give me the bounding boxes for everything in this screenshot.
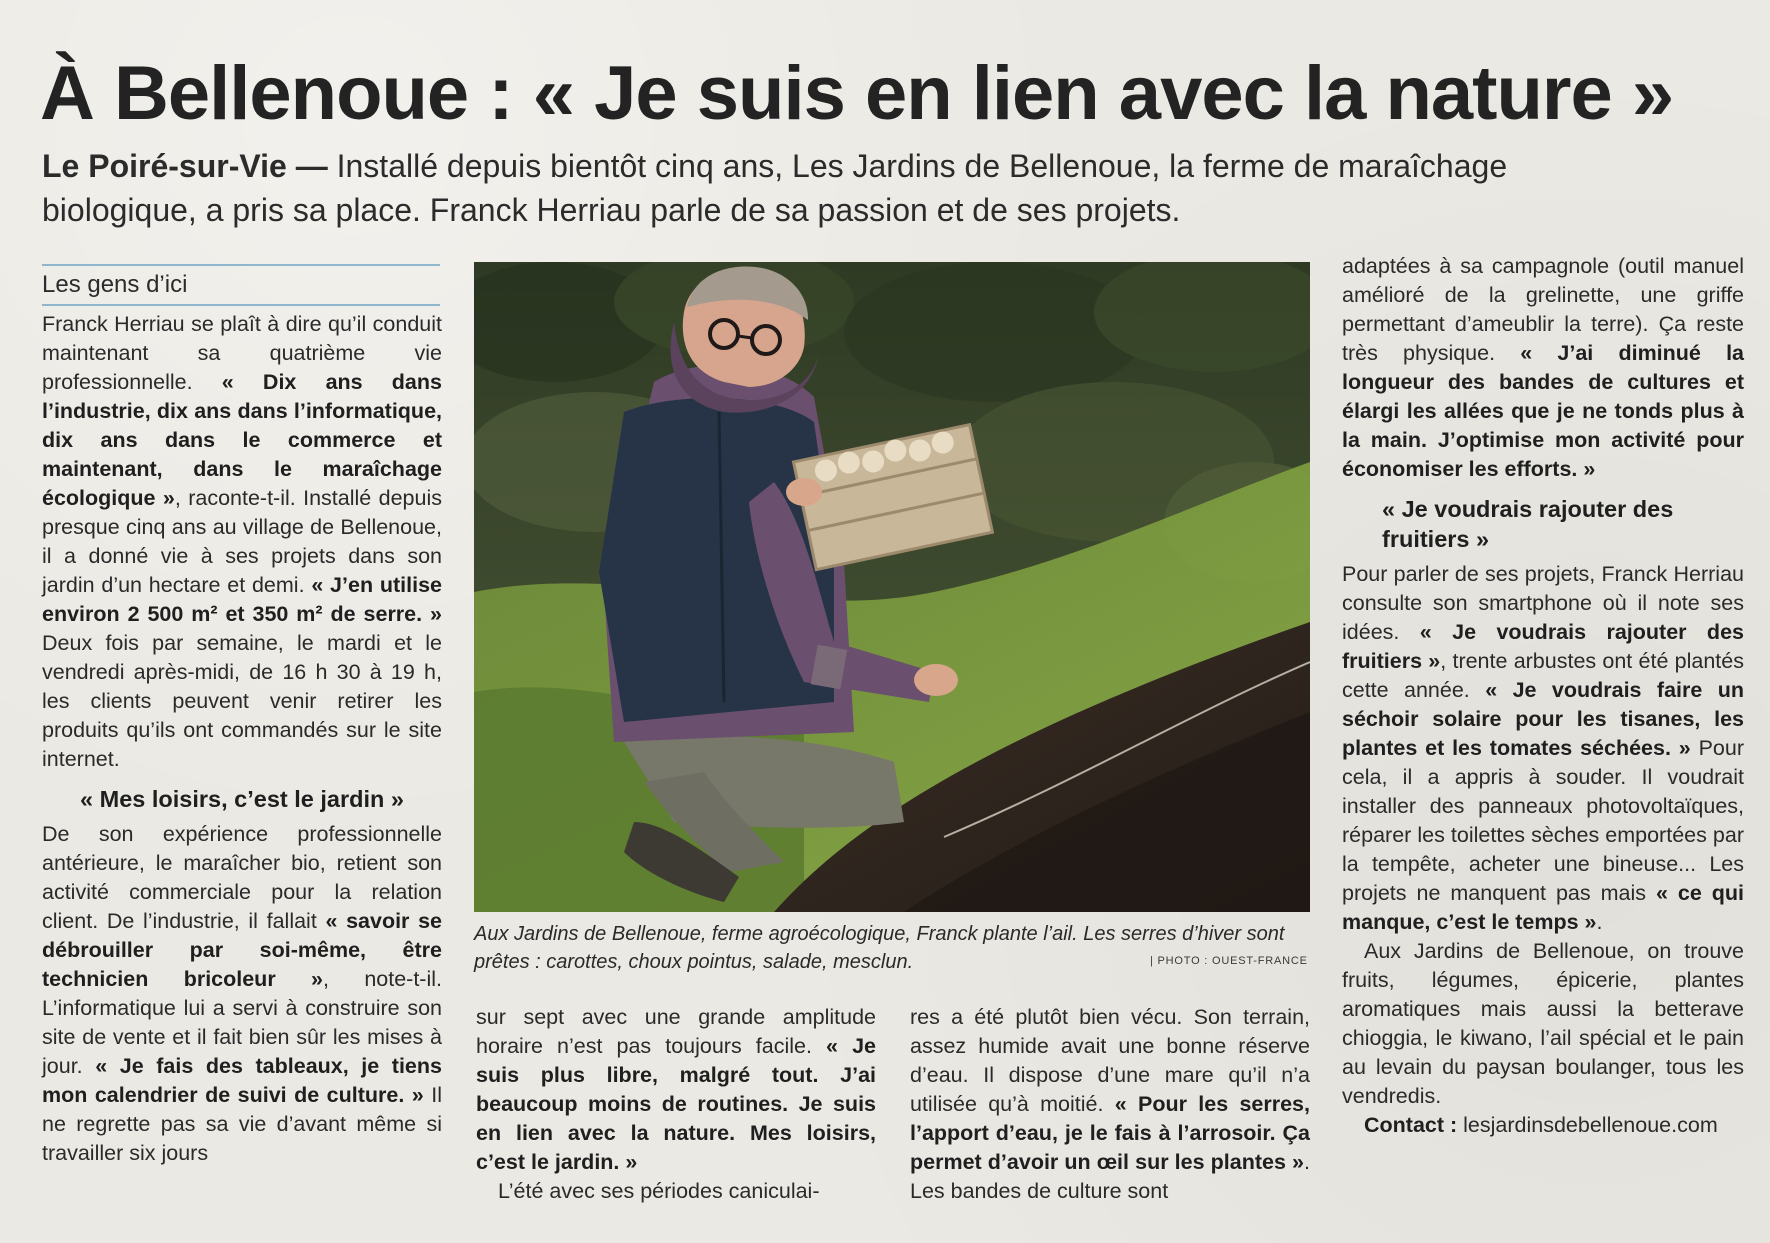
quote-run: « J’ai diminué la longueur des bandes de cultures et élargi les allées que je ne tonds plus à la main. J’optimise mon activité pour économiser les efforts. »	[1342, 341, 1745, 481]
text-run: , trente arbustes ont été plantés cette année.	[1342, 649, 1744, 702]
text-run: Deux fois par semaine, le mardi et le vendredi après-midi, de 16 h 30 à 19 h, les clients peuvent venir retirer les produits qu’ils ont commandés sur le site internet.	[42, 631, 442, 771]
article-standfirst	[42, 144, 1622, 232]
quote-run: « Je voudrais faire un séchoir solaire pour les tisanes, les plantes et les tomates séchées. »	[1342, 678, 1745, 760]
quote-run: « J’en utilise environ 2 500 m² et 350 m² de serre. »	[42, 573, 442, 626]
text-run: .	[1596, 910, 1603, 934]
text-run: sur sept avec une grande amplitude horaire n’est pas toujours facile.	[476, 1005, 876, 1058]
farmer-planting-garlic-photo	[474, 262, 1310, 912]
text-column-3	[910, 1003, 1310, 1206]
standfirst-place: Le Poiré-sur-Vie —	[42, 148, 328, 184]
quote-run: « Dix ans dans l’industrie, dix ans dans l’informatique, dix ans dans le commerce et maintenant, dans le maraîchage écologique »	[42, 370, 442, 510]
text-run: Il ne regrette pas sa vie d’avant même si travailler six jours	[42, 1083, 442, 1165]
quote-run: « Je fais des tableaux, je tiens mon calendrier de suivi de culture. »	[42, 1054, 442, 1107]
contact-website: lesjardinsdebellenoue.com	[1457, 1113, 1718, 1137]
caption-text: Aux Jardins de Bellenoue, ferme agroécologique, Franck plante l’ail. Les serres d’hiver sont prêtes : carottes, choux pointus, salade, mesclun.	[474, 923, 1285, 973]
quote-run: « Pour les serres, l’apport d’eau, je le fais à l’arrosoir. Ça permet d’avoir un œil sur les plantes »	[910, 1092, 1310, 1174]
article-photo	[474, 262, 1310, 912]
bleed-through-text-left	[0, 0, 420, 42]
text-column-1	[42, 310, 442, 1168]
bleed-through-text-middle	[455, 0, 865, 42]
text-column-2	[476, 1003, 876, 1206]
text-run: , note-t-il. L’informatique lui a servi à construire son site de vente et il fait bien sûr les mises à jour.	[42, 967, 442, 1078]
text-run: Pour parler de ses projets, Franck Herriau consulte son smartphone où il note ses idées.	[1342, 562, 1744, 644]
standfirst-text: Installé depuis bientôt cinq ans, Les Jardins de Bellenoue, la ferme de maraîchage biologique, a pris sa place. Franck Herriau parle de sa passion et de ses projets.	[42, 148, 1508, 228]
photo-credit: | PHOTO : OUEST-FRANCE	[1150, 955, 1308, 967]
text-run: Franck Herriau se plaît à dire qu’il conduit maintenant sa quatrième vie professionnelle.	[42, 312, 442, 394]
contact-label: Contact :	[1364, 1113, 1458, 1137]
text-run: Pour cela, il a appris à souder. Il voudrait installer des panneaux photovoltaïques, réparer les toilettes sèches emportées par la tempête, acheter une bineuse... Les projets ne manquent pas mais	[1342, 736, 1744, 905]
section-rubric: Les gens d’ici	[42, 264, 440, 306]
bleed-through-text-right	[905, 0, 1765, 42]
subheading-fruitiers: « Je voudrais rajouter des fruitiers »	[1382, 496, 1674, 552]
paragraph: Aux Jardins de Bellenoue, on trouve fruits, légumes, épicerie, plantes aromatiques mais aussi la betterave chioggia, le kiwano, l’ail spécial et le pain au levain du paysan boulanger, tous les vendredis.	[1342, 939, 1744, 1108]
paragraph	[42, 820, 442, 1168]
contact-line	[1342, 1111, 1744, 1140]
paragraph	[476, 1003, 876, 1177]
text-run: De son expérience professionnelle antérieure, le maraîcher bio, retient son activité commerciale pour la relation client. De l’industrie, il fallait	[42, 822, 442, 933]
subheading-loisirs: « Mes loisirs, c’est le jardin »	[80, 786, 404, 812]
text-run: adaptées à sa campagnole (outil manuel amélioré de la grelinette, une griffe permettant d’ameublir la terre). Ça reste très physique.	[1342, 254, 1744, 365]
text-run: , raconte-t-il. Installé depuis presque cinq ans au village de Bellenoue, il a donné vie à ses projets dans son jardin d’un hectare et demi.	[42, 486, 443, 597]
photo-caption	[474, 920, 1310, 976]
paragraph	[1342, 560, 1744, 937]
quote-run: « savoir se débrouiller par soi-même, être technicien bricoleur »	[42, 909, 442, 991]
paragraph	[42, 310, 442, 774]
quote-run: « Je voudrais rajouter des fruitiers »	[1342, 620, 1744, 673]
text-run: res a été plutôt bien vécu. Son terrain, assez humide avait une bonne réserve d’eau. Il dispose d’une mare qu’il n’a utilisée qu’à moitié.	[910, 1005, 1310, 1116]
article-headline: À Bellenoue : « Je suis en lien avec la nature »	[40, 51, 1674, 136]
text-run: . Les bandes de culture sont	[910, 1150, 1310, 1203]
quote-run: « Je suis plus libre, malgré tout. J’ai beaucoup moins de routines. Je suis en lien avec la nature. Mes loisirs, c’est le jardin. »	[476, 1034, 876, 1174]
paragraph	[1342, 252, 1744, 484]
paragraph: L’été avec ses périodes caniculai-	[498, 1179, 820, 1203]
quote-run: « ce qui manque, c’est le temps »	[1342, 881, 1744, 934]
text-column-4	[1342, 252, 1744, 1140]
paragraph	[910, 1003, 1310, 1206]
